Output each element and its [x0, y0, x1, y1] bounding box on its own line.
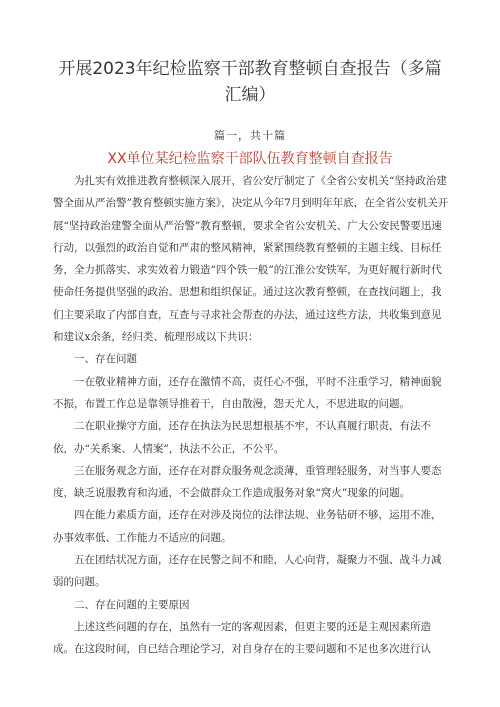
paragraph-problem-3: 三在服务观念方面，还存在对群众服务观念淡薄，重管理轻服务，对当事人要态度，缺乏说服教育和沟通，不会做群众工作造成服务对象“窝火”现象的问题。: [53, 464, 442, 500]
paragraph-problem-2: 二在职业操守方面，还存在执法为民思想根基不牢，不认真履行职责，有法不依，办“关系案、人情案”，执法不公正，不公平。: [53, 420, 431, 455]
document-title: 开展2023年纪检监察干部教育整顿自查报告（多篇汇编）: [58, 59, 442, 105]
report-subtitle: XX单位某纪检监察干部队伍教育整顿自查报告: [107, 151, 393, 167]
paragraph-intro: 为扎实有效推进教育整顿深入展开，省公安厅制定了《全省公安机关“坚持政治建警全面从严治警”教育整顿实施方案》，决定从今年7月到明年年底，在全省公安机关开展“坚持政治建警全面从严治警”教育整顿，要求全省公安机关、广大公安民警要迅速行动，以强烈的政治自觉和严肃的整风精神，紧紧围绕教育整顿的主题主线、目标任务，全力抓落实、求实效着力锻造“四个铁一般”的江淮公安铁军，为更好履行新时代使命任务提供坚强的政治、思想和组织保证。通过这次教育整顿，在查找问题上，我们主要采取了内部自查，互查与寻求社会帮查的办法，通过这些方法，共收集到意见和建议x余条，经归类、梳理形成以下共识：: [53, 175, 449, 344]
report-body: [53, 170, 449, 661]
paragraph-causes: 上述这些问题的存在，虽然有一定的客观因素，但更主要的还是主观因素所造成。在这段时间，自已结合理论学习，对自身存在的主要问题和不足也多次进行认: [53, 620, 431, 656]
paragraph-problem-1: 一在敬业精神方面，还存在激情不高，责任心不强，平时不注重学习，精神面貌不振，布置工作总是靠领导推着干，自由散漫，怨天尤人，不思进取的问题。: [53, 375, 442, 410]
section-label: 篇一，共十篇: [214, 129, 286, 142]
heading-causes: 二、存在问题的主要原因: [74, 598, 190, 611]
heading-problems: 一、存在问题: [74, 353, 137, 366]
paragraph-problem-5: 五在团结状况方面，还存在民警之间不和睦，人心向背，凝聚力不强、战斗力减弱的问题。: [53, 554, 442, 589]
paragraph-problem-4: 四在能力素质方面，还存在对涉及岗位的法律法规、业务钻研不够，运用不准，办事效率低、工作能力不适应的问题。: [53, 509, 442, 544]
